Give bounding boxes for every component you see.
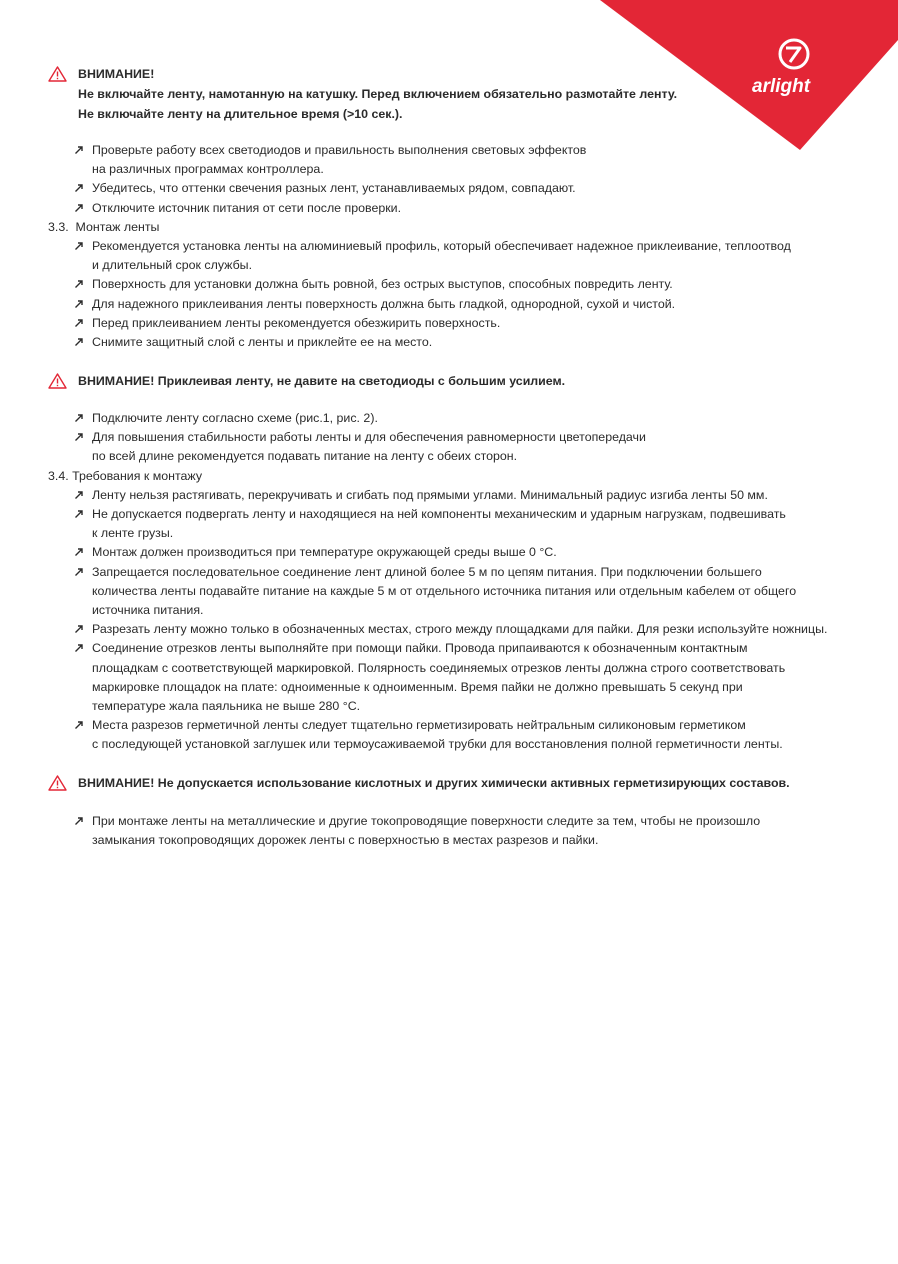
- item-text: и длительный срок службы.: [92, 258, 253, 273]
- list-item: [0, 505, 898, 543]
- warning-line: Не включайте ленту на длительное время (>10 сек.).: [78, 107, 403, 121]
- arrow-bullet-icon: [74, 643, 84, 653]
- arrow-bullet-icon: [74, 720, 84, 730]
- list-checks: [0, 141, 898, 352]
- item-text: Не допускается подвергать ленту и находящиеся на ней компоненты механическим и ударным нагрузкам, подвешивать: [92, 507, 786, 522]
- warning-triangle-icon: [48, 373, 67, 389]
- warning-triangle-icon: [48, 66, 67, 82]
- warning-text: ВНИМАНИЕ! Приклеивая ленту, не давите на светодиоды с большим усилием.: [78, 374, 566, 388]
- list-item: [0, 333, 898, 352]
- warning-block-2: [48, 371, 565, 391]
- warning-title: ВНИМАНИЕ!: [78, 67, 155, 81]
- item-text: Для надежного приклеивания ленты поверхность должна быть гладкой, однородной, сухой и чистой.: [92, 296, 676, 311]
- warning-line: Не включайте ленту, намотанную на катушку. Перед включением обязательно размотайте ленту.: [78, 87, 678, 101]
- arrow-bullet-icon: [74, 490, 84, 500]
- arrow-bullet-icon: [74, 567, 84, 577]
- item-text: Отключите источник питания от сети после проверки.: [92, 200, 402, 215]
- item-text: Подключите ленту согласно схеме (рис.1, рис. 2).: [92, 411, 378, 425]
- item-text: маркировке площадок на плате: одноименные к одноименным. Время пайки не должно превышать 5 секунд при: [92, 679, 743, 694]
- list-item: [0, 486, 898, 505]
- item-text: замыкания токопроводящих дорожек ленты с поверхностью в местах разрезов и пайки.: [92, 833, 599, 848]
- list-item: [0, 428, 898, 466]
- logo-wordmark: arlight: [752, 76, 811, 97]
- arrow-bullet-icon: [74, 299, 84, 309]
- warning-block-3: [48, 773, 790, 793]
- list-item: [0, 409, 898, 428]
- item-text: Места разрезов герметичной ленты следует тщательно герметизировать нейтральным силиконовым герметиком: [92, 718, 746, 733]
- warning-block-1: [48, 64, 677, 124]
- arrow-bullet-icon: [74, 241, 84, 251]
- item-text: Соединение отрезков ленты выполняйте при помощи пайки. Провода припаиваются к обозначенным контактным: [92, 641, 748, 656]
- item-text: Убедитесь, что оттенки свечения разных лент, устанавливаемых рядом, совпадают.: [92, 181, 576, 196]
- warning-text: ВНИМАНИЕ! Не допускается использование кислотных и других химически активных герметизирующих составов.: [78, 776, 790, 790]
- list-item: [0, 563, 898, 621]
- item-text: Снимите защитный слой с ленты и приклейте ее на место.: [92, 335, 433, 350]
- arrow-bullet-icon: [74, 547, 84, 557]
- list-item: [0, 639, 898, 716]
- list-metal-surfaces: [0, 812, 898, 850]
- item-text: с последующей установкой заглушек или термоусаживаемой трубки для восстановления полной герметичности ленты.: [92, 737, 783, 752]
- item-text: Поверхность для установки должна быть ровной, без острых выступов, способных повредить ленту.: [92, 277, 673, 292]
- item-text: количества ленты подавайте питание на каждые 5 м от отдельного источника питания или отдельным кабелем от общего: [92, 583, 797, 598]
- item-text: Разрезать ленту можно только в обозначенных местах, строго между площадками для пайки. Для резки используйте ножницы.: [92, 622, 828, 637]
- arrow-bullet-icon: [74, 337, 84, 347]
- item-text: Запрещается последовательное соединение лент длиной более 5 м по цепям питания. При подключении большего: [92, 564, 762, 579]
- arrow-bullet-icon: [74, 816, 84, 826]
- warning-triangle-icon: [48, 775, 67, 791]
- section-heading-3-3: 3.3. Монтаж ленты: [48, 219, 160, 234]
- list-item: [0, 199, 898, 218]
- list-item: [0, 812, 898, 850]
- list-item: [0, 237, 898, 275]
- list-item: [0, 543, 898, 562]
- list-item: [0, 275, 898, 294]
- item-text: источника питания.: [92, 603, 204, 618]
- arrow-bullet-icon: [74, 509, 84, 519]
- item-text: При монтаже ленты на металлические и другие токопроводящие поверхности следите за тем, чтобы не произошло: [92, 814, 761, 828]
- item-text: площадкам с соответствующей маркировкой. Полярность соединяемых отрезков ленты должна строго соответствовать: [92, 660, 786, 675]
- section-heading-3-4: 3.4. Требования к монтажу: [48, 468, 203, 483]
- arrow-bullet-icon: [74, 624, 84, 634]
- list-item: [0, 141, 898, 179]
- list-connection: [0, 409, 898, 755]
- list-item: [0, 716, 898, 754]
- item-text: по всей длине рекомендуется подавать питание на ленту с обеих сторон.: [92, 449, 518, 464]
- item-text: на различных программах контроллера.: [92, 162, 324, 177]
- arrow-bullet-icon: [74, 145, 84, 155]
- arrow-bullet-icon: [74, 432, 84, 442]
- arrow-bullet-icon: [74, 183, 84, 193]
- arrow-bullet-icon: [74, 413, 84, 423]
- item-text: Рекомендуется установка ленты на алюминиевый профиль, который обеспечивает надежное приклеивание, теплоотвод: [92, 239, 791, 254]
- arrow-bullet-icon: [74, 203, 84, 213]
- list-item: [0, 179, 898, 198]
- item-text: Ленту нельзя растягивать, перекручивать и сгибать под прямыми углами. Минимальный радиус изгиба ленты 50 мм.: [92, 487, 768, 502]
- item-text: Монтаж должен производиться при температуре окружающей среды выше 0 °С.: [92, 545, 557, 560]
- arrow-bullet-icon: [74, 318, 84, 328]
- item-text: температуре жала паяльника не выше 280 °С.: [92, 699, 361, 714]
- item-text: к ленте грузы.: [92, 526, 174, 541]
- arrow-bullet-icon: [74, 279, 84, 289]
- item-text: Для повышения стабильности работы ленты и для обеспечения равномерности цветопередачи: [92, 430, 646, 445]
- item-text: Перед приклеиванием ленты рекомендуется обезжирить поверхность.: [92, 315, 501, 330]
- list-item: [0, 314, 898, 333]
- item-text: Проверьте работу всех светодиодов и правильность выполнения световых эффектов: [92, 143, 587, 157]
- list-item: [0, 295, 898, 314]
- list-item: [0, 620, 898, 639]
